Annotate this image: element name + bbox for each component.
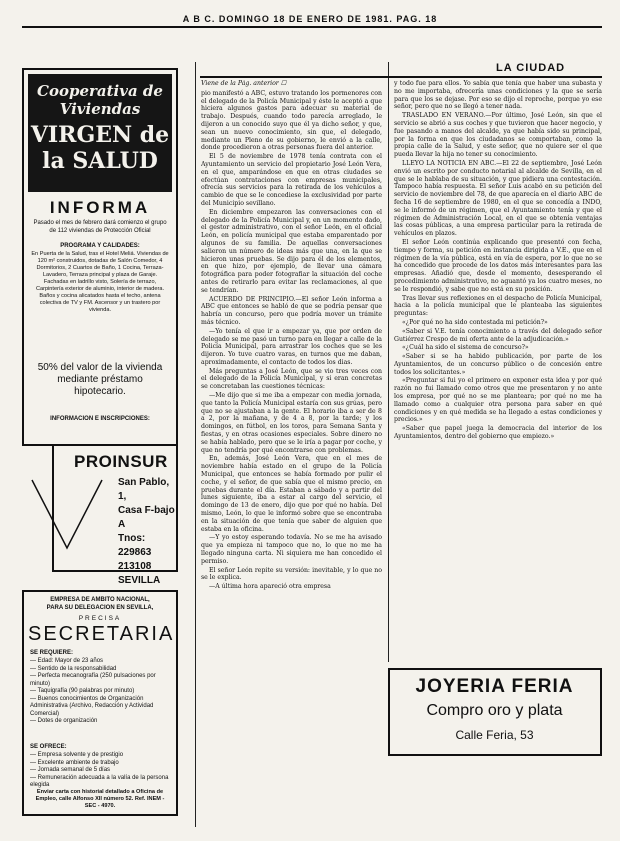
- joyeria-title: JOYERIA FERIA: [415, 676, 574, 697]
- joyeria-ad: [388, 668, 602, 756]
- proinsur-tel2: 213108: [118, 561, 152, 572]
- article-paragraph: Tras llevar sus reflexiones en el despacho de Policía Municipal, hacia a la policía municipal que le planteaba las siguientes preguntas:: [394, 294, 602, 318]
- job-intro: [28, 597, 172, 612]
- proinsur-tel: Tnos: 229863: [118, 533, 152, 558]
- article-paragraph: «Preguntar si fui yo el primero en exponer esta idea y por qué razón no fui llamado como otros que me presentaron y no ante los empresa, por qué no se me planteara; por qué no me ha llamado como a cualquier otra persona para saber en qué condiciones y en qué medida se ha llegado a estas condiciones y precios.»: [394, 377, 602, 424]
- job-intro1: EMPRESA DE AMBITO NACIONAL,: [50, 597, 150, 603]
- proinsur-box: [52, 446, 178, 586]
- proinsur-address: [118, 476, 176, 588]
- joyeria-address: Calle Feria, 53: [455, 728, 534, 742]
- job-req-item: — Buenos conocimientos de Organización Administrativa (Archivo, Redacción y Actividad Comercial): [30, 695, 154, 717]
- coop-program-label: PROGRAMA Y CALIDADES:: [60, 243, 140, 249]
- article-paragraph: «¿Por qué no ha sido contestada mi petición?»: [402, 318, 548, 326]
- article-paragraph: LLEYO LA NOTICIA EN ABC.—El 22 de septiembre, José León envió un escrito por conducto notarial al alcalde de Sevilla, en el que se le hablaba de su situación, y que pidiera una contestación. Tampoco había respuesta. El señor Luis acabó en su petición del servicio de noviembre del 78, de que aparecía en el diario ABC de fecha 16 de septiembre de 1980, en el que se concedía a INDO, se le informó de un régimen, que el Ayuntamiento tenía y que el régimen de Administración Local, en el que se obtenía ventajas las cosas públicas, a una empresa particular para la retirada de vehículos en plazos.: [394, 159, 602, 238]
- coop-ad: [22, 68, 178, 446]
- article-paragraph: El señor León continúa explicando que presentó con fecha, tiempo y forma, su petición en instancia dirigida a V.E., que en el régimen de la vía pública, está en vía de espera, por lo que no se ha concedido que procede de los datos más interesantes para las empresas. Añadió que, desde el momento, desesperando el procedimiento administrativo, no aguantó ya los cuatro meses, no se le respondió, y sabe que no está en su posición.: [394, 238, 602, 293]
- job-req-list: [30, 658, 170, 726]
- article-paragraph: —Yo tenía el que ir a empezar ya, que por orden de delegado se me pasó un turno para en llegar a calle de la Policía Municipal, para arrastrar los coches que se les dijeron. Yo tuve cuatro varas, en turnos que me daban, aproximadamente, el contacto de todos los dias.: [201, 327, 382, 366]
- coop-pct-line: 50% del valor de la vivienda mediante préstamo hipotecario.: [37, 362, 163, 397]
- article-paragraph: Más preguntas a José León, que se vio tres veces con el delegado de la Policía Municipal, y si eran concretas se concretaban las cuestiones técnicas:: [201, 367, 382, 391]
- article-paragraph: «Saber si V.E. tenía conocimiento a través del delegado señor Gutiérrez Crespo de mi oferta ante de la adjudicación.»: [394, 327, 602, 343]
- article-column-2: [394, 80, 602, 662]
- job-req-item: — Dotes de organización: [30, 718, 98, 724]
- coop-body1: Pasado el mes de febrero dará comienzo el grupo de 112 viviendas de Protección Oficial: [33, 220, 167, 234]
- job-footer: Enviar carta con historial detallado a Oficina de Empleo, calle Alfonso XII número 52. Ref. INEM - SEC - 4970.: [35, 789, 165, 809]
- proinsur-city: SEVILLA: [118, 575, 161, 586]
- article-paragraph: En, además, José León Vera, que en el mes de noviembre había estado en el grupo de la Policía Municipal, que entonces se había formado por pulir el coche, y el señor, de que sabía que el mismo precio, en pruebas durante el día. Estaban a sábado y a partir del lunes siguiente, iba a estar al cargo del servicio, el domingo de 13 de enero, dijo que por qué no había. Del mismo, León, lo que le informó sobre que se encontraba en la situación de que tenía que saber de alguien que estaba en la oficina.: [201, 455, 382, 533]
- article-paragraph: —A última hora apareció otra empresa: [209, 583, 331, 591]
- coop-info-label: INFORMACION E INSCRIPCIONES:: [50, 416, 150, 422]
- coop-line3: VIRGEN de: [30, 122, 170, 148]
- column-rule-2: [388, 62, 389, 662]
- job-offer-item: — Excelente ambiente de trabajo: [30, 759, 119, 766]
- arrow-graphic: [22, 470, 112, 560]
- article-paragraph: «Saber si se ha habido publicación, por parte de los Ayuntamientos, de un concurso público o de concesión entre todos los solicitantes.»: [394, 353, 602, 376]
- article-paragraph: ACUERDO DE PRINCIPIO.—El señor León informa a ABC que entonces se habló de que se podría pensar que habría un concurso, pero que podría mover un trámite más técnico.: [201, 295, 382, 326]
- job-precisa: PRECISA: [78, 615, 122, 622]
- article-paragraph: pio manifestó a ABC, estuvo tratando los pormenores con el delegado de la Policía Municipal y éste le aceptó a que hiciera algunos gastos para adecuar su material de trabajo. Después, cuando todo parecía arreglado, le dijeron a un conocido suyo que él ya dicho señor, y que, sean un nuevo conocimiento, sin que, el delegado, mediante un Pleno de su gobierno, le envió a la calle, donde procedieron a otras personas fuera del anterior.: [201, 89, 382, 152]
- coop-body2: En Puerta de la Salud, tras el Hotel Meliá. Viviendas de 120 m² construidos, dotadas de Salón Comedor, 4 Dormitorios, 2 Cuartos de Baño, 1 Cocina, Terraza-Lavadero, Terraza principal y plaza de Garaje. Fachadas en ladrillo visto, Solería de terrazo, Carpintería exterior de aluminio, interior de madera. Baños y cocina alicatados hasta el techo, antena colectiva de TV y FM. Ascensor y un trastero por vivienda.: [31, 251, 169, 313]
- article-paragraph: —Me dijo que si me iba a empezar con media jornada, que tanto la Policía Municipal estaría con sus grúas, pero que no se ajustaban a la gente. El horario iba a ser de 8 a 2, por la mañana, y de 4 a 8, por la tarde; y los domingos, en fútbol, en los toros, para Semana Santa y fiestas, y en otras ocasiones especiales. Sobre dinero no se había hablado, pero que se le iría a pagar por coche, y que no tendría por qué encontrarse con problemas.: [201, 392, 382, 454]
- coop-ad-banner: [28, 74, 172, 192]
- job-title: SECRETARIA: [28, 623, 175, 645]
- proinsur-addr2: Casa F-bajo A: [118, 505, 175, 530]
- article-column-1: [201, 80, 382, 830]
- article-paragraph: En diciembre empezaron las conversaciones con el delegado de la Policía Municipal y, en un momento dado, el gestor administrativo, con el señor León, en el oficial León, en policía municipal que estaba emparentado por algunos de su familia. De aquellas conversaciones salieron un número de ideas más que una, en la que se hicieron unas pruebas. Se dijo para él de los elementos, en que hizo, por ejemplo, de llevar una cámara fotográfica para poder fotografiar la situación del coche antes de retirarlo para evitar las reclamaciones, al que se tendrían.: [201, 208, 382, 294]
- article-paragraph: —Y yo estoy esperando todavía. No se me ha avisado que ya empieza ni tampoco que no, lo que no me ha llegado ninguna carta. Ni siquiera me han concedido el permiso.: [201, 534, 382, 565]
- job-ad: [22, 590, 178, 816]
- job-req-item: — Perfecta mecanografía (250 pulsaciones por minuto): [30, 673, 156, 687]
- article-paragraph: El señor León repite su versión: inevitable, y lo que no se le explica.: [201, 566, 382, 582]
- article-paragraph: «Saber que papel juega la democracia del interior de los Ayuntamientos, dentro del gobierno que empiezo.»: [394, 425, 602, 441]
- coop-line4: la SALUD: [42, 148, 158, 174]
- article-paragraph: y todo fue para ellos. Yo sabía que tenía que haber una subasta y no me importaba, ofrecería unas condiciones y la que se sería para que los se dejase. Por eso se dijo el reproche, porque yo ese señor, pero que no se llegó a tener nada.: [394, 80, 602, 111]
- joyeria-subtitle: Compro oro y plata: [426, 702, 563, 719]
- section-rule: [200, 76, 602, 78]
- job-req-label: SE REQUIERE:: [30, 650, 74, 656]
- article-continued: Viene de la Pág. anterior ☐: [201, 80, 287, 87]
- job-offer-label: SE OFRECE:: [30, 744, 67, 750]
- section-title: LA CIUDAD: [496, 62, 566, 74]
- job-offer-item: — Empresa solvente y de prestigio: [30, 752, 124, 758]
- proinsur-name: PROINSUR: [74, 452, 168, 471]
- column-rule-1: [195, 62, 196, 827]
- article-paragraph: El 5 de noviembre de 1978 tenía contrata con el Ayuntamiento un servicio del propietario José León Vera, en el que, amparándose en que en otras ciudades se efectúan contrataciones con empresas municipales, ofrecía sus servicios para la retirada de los vehículos a cambio de que se le concediese la exclusividad por parte del Municipio sevillano.: [201, 153, 382, 207]
- article-paragraph: «¿Cuál ha sido el sistema de concurso?»: [402, 344, 529, 352]
- job-req-item: — Edad: Mayor de 23 años: [30, 658, 104, 664]
- job-offer-item: — Remuneración adecuada a la valía de la persona elegida: [30, 774, 169, 788]
- job-intro2: PARA SU DELEGACION EN SEVILLA,: [46, 604, 154, 611]
- coop-line1: Cooperativa de: [37, 82, 163, 100]
- job-req-item: — Sentido de la responsabilidad: [30, 665, 117, 672]
- proinsur-addr1: San Pablo, 1,: [118, 477, 170, 502]
- article-paragraph: TRASLADO EN VERANO.—Por último, José León, sin que el servicio se abrió a sus coches y que tuvieron que hacer negocio, y fue pasando a manos del alcalde, ya que había sido su principal, por la forma en que los ciudadanos se comportaban, como la propia calle de la Salud, y este señor, que no quiere ser el que pueda llevar la hija no tener su conocimiento.: [394, 112, 602, 159]
- page-header: A B C. DOMINGO 18 DE ENERO DE 1981. PAG. 18: [182, 14, 438, 24]
- coop-informa: INFORMA: [49, 198, 151, 217]
- header-rule: [22, 26, 602, 28]
- job-req-item: — Taquigrafía (90 palabras por minuto): [30, 688, 135, 694]
- coop-line2: Viviendas: [59, 100, 141, 118]
- job-offer-list: [30, 752, 170, 790]
- job-offer-item: — Jornada semanal de 5 días: [30, 767, 111, 773]
